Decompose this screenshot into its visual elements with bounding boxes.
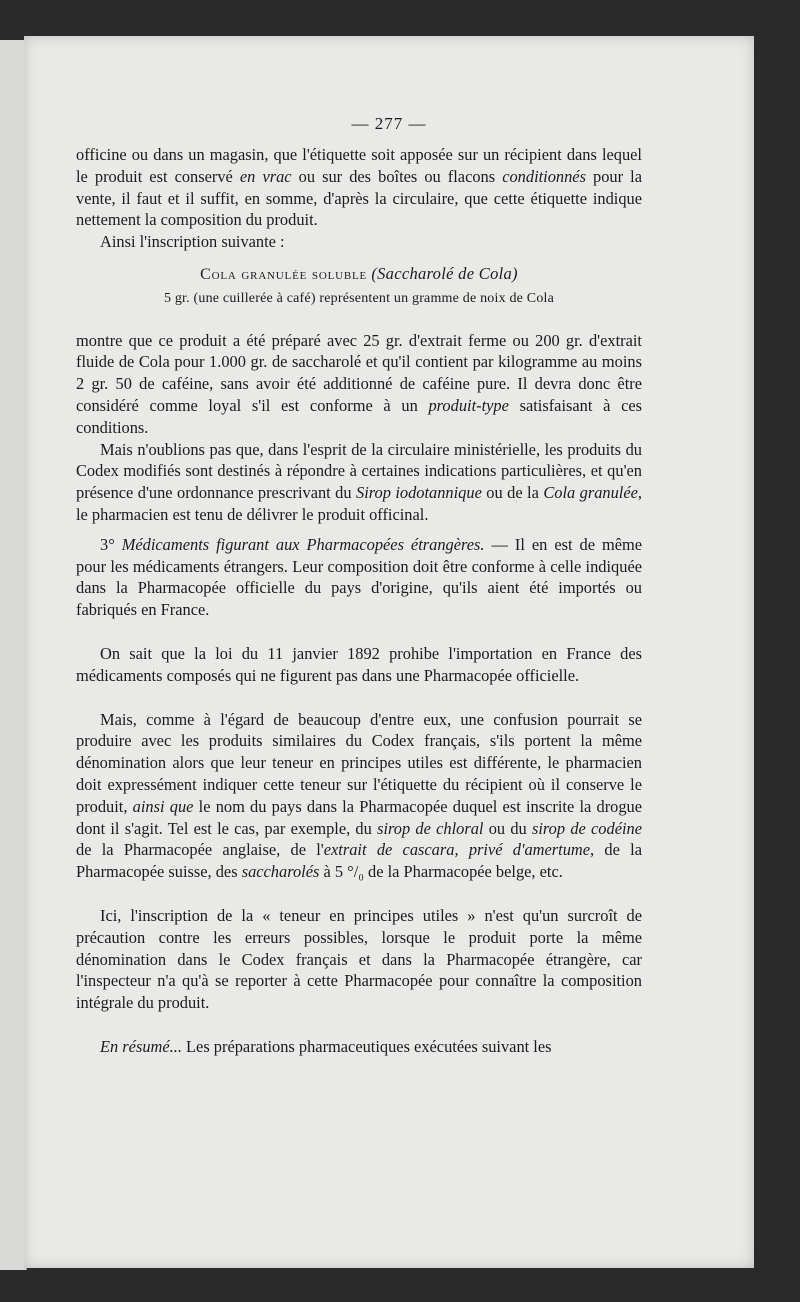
paragraph-7: Mais, comme à l'égard de beaucoup d'entre eux, une confusion pourrait se produire avec les produits similaires du Codex français, s'ils portent la même dénomination alors que leur teneur en principes utiles est différente, le pharmacien doit expressément indiquer cette teneur sur l'étiquette du récipient où il conserve le produit, ainsi que le nom du pays dans la Pharmacopée duquel est inscrite la drogue dont il s'agit. Tel est le cas, par exemple, du sirop de chloral ou du sirop de codéine de la Pharmacopée anglaise, de l'extrait de cascara, privé d'amertume, de la Pharmacopée suisse, des saccharolés à 5 °/₀ de la Pharmacopée belge, etc.	[76, 709, 643, 882]
paragraph-1: officine ou dans un magasin, que l'étiquette soit apposée sur un récipient dans lequel le produit est conservé en vrac ou sur des boîtes ou flacons conditionnés pour la vente, il faut et il suffit, en somme, d'après la circulaire, que cette étiquette indique nettement la composition du produit.	[76, 145, 642, 230]
paragraph-5: 3° Médicaments figurant aux Pharmacopées étrangères. — Il en est de même pour les médicaments étrangers. Leur composition doit être conforme à celle indiquée dans la Pharmacopée officielle du pays d'origine, qu'ils aient été importés ou fabriqués en France.	[76, 534, 643, 620]
paragraph-3: montre que ce produit a été préparé avec 25 gr. d'extrait ferme ou 200 gr. d'extrait fluide de Cola pour 1.000 gr. de saccharolé et qu'il contient par kilogramme au moins 2 gr. 50 de caféine, sans avoir été additionné de caféine pure. Il devra donc être considéré comme loyal s'il est conforme à un produit-type satisfaisant à ces conditions.	[76, 330, 642, 437]
paragraph-8: Ici, l'inscription de la « teneur en principes utiles » n'est qu'un surcroît de précaution contre les erreurs possibles, lorsque le produit porte la même dénomination dans le Codex français et dans la Pharmacopée étrangère, car l'inspecteur n'a qu'à se reporter à cette Pharmacopée pour connaître la composition intégrale du produit.	[76, 905, 642, 1013]
paragraph-6: On sait que la loi du 11 janvier 1892 prohibe l'importation en France des médicaments composés qui ne figurent pas dans une Pharmacopée officielle.	[76, 643, 642, 685]
adjacent-page-edge	[0, 40, 27, 1270]
page-number: — 277 —	[351, 114, 427, 133]
label-example-subtitle: 5 gr. (une cuillerée à café) représentent un gramme de noix de Cola	[163, 290, 555, 306]
label-example-title: Cola granulée soluble (Saccharolé de Cola)	[200, 263, 518, 283]
page-body	[76, 144, 642, 1058]
paragraph-9: En résumé... Les préparations pharmaceutiques exécutées suivant les	[100, 1036, 552, 1056]
paragraph-2: Ainsi l'inscription suivante :	[100, 232, 285, 252]
document-page	[24, 36, 754, 1268]
paragraph-4: Mais n'oublions pas que, dans l'esprit de la circulaire ministérielle, les produits du Codex modifiés sont destinés à répondre à certaines indications particulières, et qu'en présence d'une ordonnance prescrivant du Sirop iodotannique ou de la Cola granulée, le pharmacien est tenu de délivrer le produit officinal.	[76, 439, 642, 524]
